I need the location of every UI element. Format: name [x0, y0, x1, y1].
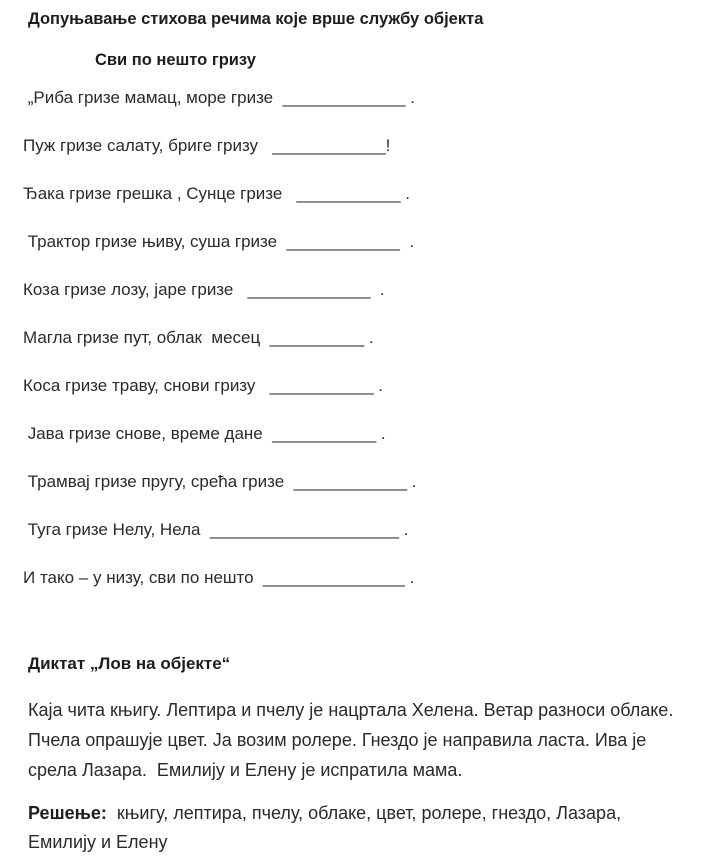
verse-line: „Риба гризе мамац, море гризе _____________ . — [23, 88, 415, 107]
solution-text: књигу, лептира, пчелу, облаке, цвет, ролере, гнездо, Лазара, Емилију и Елену — [28, 803, 627, 852]
dictation-text: Каја чита књигу. Лептира и пчелу је нацртала Хелена. Ветар разноси облаке. Пчела опрашује цвет. Ја возим ролере. Гнездо је направила ласта. Ива је срела Лазара. Емилију и Елену је испратила мама. — [28, 700, 679, 780]
verse-line: Трактор гризе њиву, суша гризе ____________ . — [23, 232, 415, 251]
verse-line: Коса гризе траву, снови гризу ___________ . — [23, 376, 384, 395]
verse-line: Пуж гризе салату, бриге гризу ____________! — [23, 136, 391, 155]
verse-line: Туга гризе Нелу, Нела ____________________ . — [23, 520, 409, 539]
verse-line: И тако – у низу, сви по нешто _______________ . — [23, 568, 415, 587]
verse-line: Ђака гризе грешка , Сунце гризе ___________ . — [23, 184, 410, 203]
worksheet-title: Допуњавање стихова речима које врше службу објекта — [28, 10, 484, 28]
poem-title: Сви по нешто гризу — [95, 51, 256, 69]
verse-line: Магла гризе пут, облак месец __________ . — [23, 328, 374, 347]
verse-line: Јава гризе снове, време дане ___________ . — [23, 424, 386, 443]
solution-label: Решење: — [28, 803, 107, 823]
solution-line — [28, 799, 690, 857]
dictation-heading: Диктат „Лов на објекте“ — [28, 654, 231, 673]
verse-line: Коза гризе лозу, јаре гризе _____________ . — [23, 280, 385, 299]
verse-list — [23, 74, 704, 602]
verse-line: Трамвај гризе пругу, срећа гризе ____________ . — [23, 472, 417, 491]
solution-separator — [107, 803, 117, 823]
